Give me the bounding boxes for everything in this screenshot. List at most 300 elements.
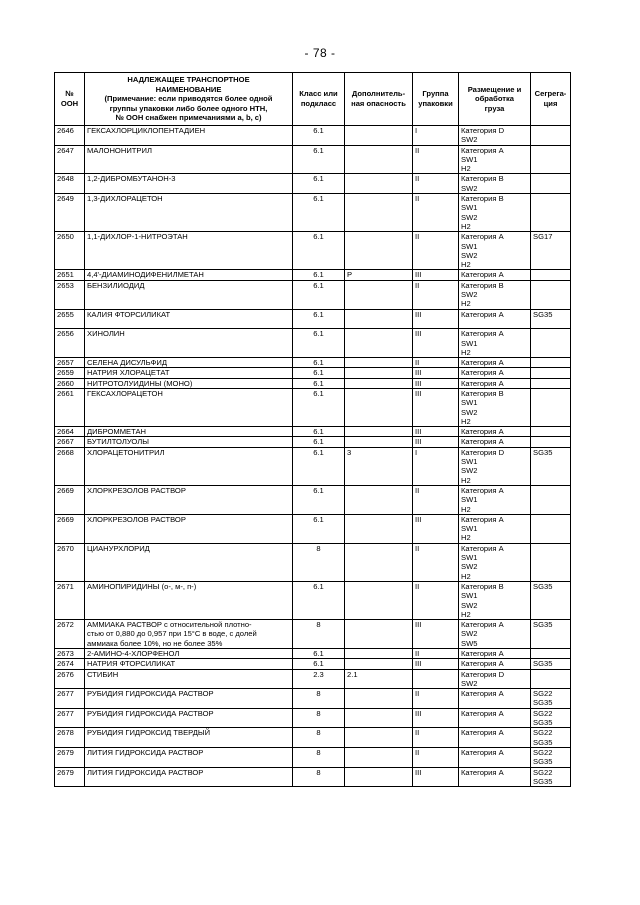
stowage-cell [459,669,531,689]
shipping-name-cell [85,747,293,767]
stowage-cell [459,368,531,378]
shipping-name-cell [85,174,293,194]
table-row [55,125,571,145]
stowage-cell [459,427,531,437]
segregation-cell [531,728,571,748]
segregation-cell [531,708,571,728]
stowage-cell [459,659,531,669]
packing-group-cell: III [413,378,459,388]
un-number-cell: 2679 [55,767,85,787]
segregation-code: SG22 [533,689,553,699]
header-line: НАИМЕНОВАНИЕ [155,84,222,94]
table-row [55,659,571,669]
stowage-cell [459,280,531,309]
un-number-cell: 2656 [55,329,85,358]
subsidiary-risk-cell: P [345,270,413,280]
table-row [55,270,571,280]
un-number-cell: 2661 [55,388,85,426]
stowage-line: H2 [461,533,471,543]
shipping-name-line: БУТИЛТОЛУОЛЫ [87,437,149,447]
class-cell: 6.1 [293,368,345,378]
segregation-code: SG22 [533,728,553,738]
un-number-cell: 2678 [55,728,85,748]
stowage-line: Категория A [461,728,504,738]
stowage-line: SW1 [461,591,478,601]
stowage-line: Категория A [461,659,504,669]
class-cell: 8 [293,747,345,767]
segregation-cell [531,232,571,270]
segregation-cell [531,378,571,388]
packing-group-cell: II [413,728,459,748]
table-row [55,447,571,485]
shipping-name-line: ХЛОРКРЕЗОЛОВ РАСТВОР [87,485,186,495]
segregation-cell [531,485,571,514]
class-cell: 6.1 [293,447,345,485]
table-row [55,427,571,437]
header-line: ная опасность [351,98,406,108]
un-number-cell: 2669 [55,514,85,543]
table-row [55,620,571,649]
subsidiary-risk-cell: 2.1 [345,669,413,689]
segregation-cell [531,649,571,659]
shipping-name-cell [85,514,293,543]
class-cell: 6.1 [293,427,345,437]
packing-group-cell: III [413,437,459,447]
shipping-name-cell [85,145,293,174]
stowage-line: H2 [461,571,471,581]
header-line: Класс или [299,89,338,99]
packing-group-cell: III [413,329,459,358]
table-row [55,358,571,368]
segregation-code: SG35 [533,757,553,767]
shipping-name-cell [85,437,293,447]
shipping-name-line: ГЕКСАХЛОРЦИКЛОПЕНТАДИЕН [87,125,206,135]
shipping-name-line: ХЛОРКРЕЗОЛОВ РАСТВОР [87,514,186,524]
subsidiary-risk-cell [345,543,413,581]
table-row [55,543,571,581]
class-cell: 6.1 [293,232,345,270]
stowage-line: SW1 [461,154,478,164]
stowage-cell [459,620,531,649]
shipping-name-line: НАТРИЯ ХЛОРАЦЕТАТ [87,368,170,378]
stowage-line [461,757,528,766]
shipping-name-cell [85,708,293,728]
un-number-cell: 2650 [55,232,85,270]
stowage-line: Категория A [461,368,504,378]
subsidiary-risk-cell [345,767,413,787]
stowage-line: Категория A [461,232,504,242]
stowage-line: Категория A [461,309,504,319]
table-row [55,145,571,174]
stowage-line: SW1 [461,457,478,467]
subsidiary-risk-cell [345,232,413,270]
shipping-name-line: СТИБИН [87,669,119,679]
segregation-code: SG35 [533,718,553,728]
segregation-cell [531,174,571,194]
stowage-line: H2 [461,260,471,270]
segregation-code: SG17 [533,232,553,242]
stowage-line: Категория A [461,708,504,718]
segregation-code: SG35 [533,447,553,457]
stowage-cell [459,649,531,659]
class-cell: 6.1 [293,194,345,232]
un-number-cell: 2649 [55,194,85,232]
packing-group-cell: II [413,358,459,368]
packing-group-cell: III [413,368,459,378]
class-cell: 6.1 [293,388,345,426]
table-row [55,194,571,232]
stowage-line: Категория B [461,194,504,204]
packing-group-cell: III [413,427,459,437]
segregation-cell [531,447,571,485]
stowage-cell [459,514,531,543]
table-row [55,280,571,309]
subsidiary-risk-cell [345,194,413,232]
stowage-line: SW2 [461,678,478,688]
stowage-line: Категория A [461,747,504,757]
shipping-name-line: ГЕКСАХЛОРАЦЕТОН [87,388,163,398]
packing-group-cell: II [413,280,459,309]
header-line: груза [484,103,505,113]
un-number-cell: 2647 [55,145,85,174]
segregation-code: SG22 [533,708,553,718]
stowage-cell [459,747,531,767]
stowage-cell [459,581,531,619]
segregation-cell [531,767,571,787]
segregation-cell [531,669,571,689]
stowage-line: Категория D [461,669,505,679]
packing-group-cell: II [413,689,459,709]
shipping-name-line: МАЛОНОНИТРИЛ [87,145,152,155]
table-row [55,581,571,619]
un-number-cell: 2679 [55,747,85,767]
table-row [55,309,571,329]
stowage-cell [459,728,531,748]
un-number-cell: 2667 [55,437,85,447]
class-cell: 6.1 [293,437,345,447]
class-cell: 6.1 [293,329,345,358]
shipping-name-line: АМИНОПИРИДИНЫ (о-, м-, п-) [87,581,197,591]
un-number-cell: 2671 [55,581,85,619]
class-cell: 6.1 [293,514,345,543]
packing-group-cell: III [413,270,459,280]
stowage-line: Категория B [461,174,504,184]
segregation-cell [531,689,571,709]
shipping-name-line: ХИНОЛИН [87,329,125,339]
stowage-line [461,718,528,727]
class-cell: 8 [293,708,345,728]
packing-group-cell: III [413,620,459,649]
header-line: Дополнитель- [351,89,406,99]
segregation-code: SG35 [533,698,553,708]
shipping-name-line: ДИБРОММЕТАН [87,427,147,437]
stowage-line: SW1 [461,203,478,213]
shipping-name-line: 1,3-ДИХЛОРАЦЕТОН [87,194,163,204]
stowage-cell [459,708,531,728]
stowage-line [461,738,528,747]
segregation-cell [531,368,571,378]
table-row [55,329,571,358]
shipping-name-line: НИТРОТОЛУИДИНЫ (МОНО) [87,378,193,388]
stowage-cell [459,485,531,514]
table-row [55,708,571,728]
stowage-line: SW2 [461,212,478,222]
table-row [55,174,571,194]
stowage-cell [459,329,531,358]
packing-group-cell: III [413,514,459,543]
un-number-cell: 2655 [55,309,85,329]
shipping-name-line: 1,2-ДИБРОМБУТАНОН-3 [87,174,176,184]
header-line: подкласс [300,98,337,108]
stowage-line: SW2 [461,600,478,610]
segregation-cell [531,514,571,543]
class-cell: 6.1 [293,270,345,280]
segregation-cell [531,125,571,145]
header-line: Размещение и [467,84,522,94]
subsidiary-risk-cell [345,659,413,669]
shipping-name-line: РУБИДИЯ ГИДРОКСИД ТВЕРДЫЙ [87,728,211,738]
shipping-name-line: СЕЛЕНА ДИСУЛЬФИД [87,358,168,368]
class-cell: 6.1 [293,378,345,388]
stowage-line: SW2 [461,250,478,260]
stowage-line: Категория A [461,514,504,524]
stowage-line: H2 [461,299,471,309]
header-un-no [55,73,85,126]
stowage-line: H2 [461,504,471,514]
stowage-line: Категория A [461,270,504,280]
segregation-cell [531,329,571,358]
subsidiary-risk-cell [345,309,413,329]
header-line: Группа [422,89,449,99]
subsidiary-risk-cell: 3 [345,447,413,485]
stowage-line: Категория A [461,358,504,368]
segregation-cell [531,388,571,426]
shipping-name-cell [85,728,293,748]
table-row [55,514,571,543]
un-number-cell: 2676 [55,669,85,689]
shipping-name-line: РУБИДИЯ ГИДРОКСИДА РАСТВОР [87,689,214,699]
un-number-cell: 2669 [55,485,85,514]
stowage-cell [459,309,531,329]
shipping-name-line: 1,1-ДИХЛОР-1-НИТРОЭТАН [87,232,188,242]
class-cell: 8 [293,543,345,581]
stowage-line [461,319,528,328]
packing-group-cell: I [413,125,459,145]
class-cell: 8 [293,728,345,748]
shipping-name-cell [85,378,293,388]
segregation-cell [531,194,571,232]
stowage-cell [459,145,531,174]
shipping-name-cell [85,194,293,232]
class-cell: 6.1 [293,125,345,145]
table-row [55,485,571,514]
header-line: группы упаковки либо более одного НТН, [109,103,268,113]
packing-group-cell: III [413,767,459,787]
table-row [55,378,571,388]
stowage-line: Категория B [461,581,504,591]
shipping-name-cell [85,427,293,437]
shipping-name-line: ЦИАНУРХЛОРИД [87,543,150,553]
stowage-line: H2 [461,475,471,485]
header-line: № ООН снабжен примечаниями a, b, c) [115,113,262,123]
packing-group-cell: III [413,659,459,669]
shipping-name-cell [85,358,293,368]
packing-group-cell: II [413,232,459,270]
segregation-code: SG35 [533,659,553,669]
table-row [55,669,571,689]
header-line: обработка [474,94,515,104]
un-number-cell: 2660 [55,378,85,388]
shipping-name-line: РУБИДИЯ ГИДРОКСИДА РАСТВОР [87,708,214,718]
shipping-name-line: КАЛИЯ ФТОРСИЛИКАТ [87,309,171,319]
packing-group-cell: II [413,194,459,232]
stowage-line: SW1 [461,398,478,408]
stowage-line: Категория B [461,280,504,290]
header-line: Сегрега- [534,89,567,99]
packing-group-cell: III [413,708,459,728]
subsidiary-risk-cell [345,329,413,358]
shipping-name-cell [85,232,293,270]
un-number-cell: 2668 [55,447,85,485]
shipping-name-cell [85,620,293,649]
stowage-cell [459,194,531,232]
shipping-name-cell [85,689,293,709]
stowage-line: Категория A [461,767,504,777]
subsidiary-risk-cell [345,708,413,728]
packing-group-cell: II [413,543,459,581]
subsidiary-risk-cell [345,125,413,145]
table-header-row [55,73,571,126]
table-body [55,125,571,786]
page-number: - 78 - [304,46,336,60]
packing-group-cell: II [413,747,459,767]
stowage-line: SW2 [461,407,478,417]
stowage-line: Категория B [461,388,504,398]
segregation-cell [531,145,571,174]
stowage-line: H2 [461,609,471,619]
segregation-code: SG35 [533,309,553,319]
stowage-line: Категория A [461,543,504,553]
shipping-name-cell [85,125,293,145]
packing-group-cell: II [413,649,459,659]
segregation-cell [531,427,571,437]
class-cell: 6.1 [293,145,345,174]
subsidiary-risk-cell [345,728,413,748]
subsidiary-risk-cell [345,174,413,194]
segregation-code: SG35 [533,776,553,786]
un-number-cell: 2677 [55,708,85,728]
shipping-name-cell [85,669,293,689]
subsidiary-risk-cell [345,378,413,388]
stowage-line: H2 [461,164,471,174]
stowage-line: Категория D [461,447,505,457]
subsidiary-risk-cell [345,649,413,659]
stowage-cell [459,232,531,270]
segregation-cell [531,358,571,368]
shipping-name-cell [85,659,293,669]
subsidiary-risk-cell [345,358,413,368]
subsidiary-risk-cell [345,388,413,426]
subsidiary-risk-cell [345,427,413,437]
table-row [55,388,571,426]
table-row [55,689,571,709]
class-cell: 6.1 [293,280,345,309]
shipping-name-cell [85,767,293,787]
stowage-cell [459,437,531,447]
header-line: (Примечание: если приводятся более одной [104,94,273,104]
stowage-line: SW1 [461,241,478,251]
class-cell: 2.3 [293,669,345,689]
header-line: упаковки [418,98,453,108]
subsidiary-risk-cell [345,689,413,709]
class-cell: 6.1 [293,485,345,514]
stowage-cell [459,174,531,194]
table-row [55,437,571,447]
segregation-cell [531,620,571,649]
un-number-cell: 2657 [55,358,85,368]
un-number-cell: 2648 [55,174,85,194]
stowage-line: SW2 [461,135,478,145]
class-cell: 6.1 [293,659,345,669]
shipping-name-line: ЛИТИЯ ГИДРОКСИДА РАСТВОР [87,767,204,777]
stowage-cell [459,358,531,368]
un-number-cell: 2677 [55,689,85,709]
shipping-name-line: аммиака более 10%, но не более 35% [87,638,223,648]
shipping-name-cell [85,543,293,581]
stowage-line: SW1 [461,553,478,563]
segregation-cell [531,747,571,767]
class-cell: 6.1 [293,649,345,659]
subsidiary-risk-cell [345,368,413,378]
header-segregation [531,73,571,126]
un-number-cell: 2672 [55,620,85,649]
subsidiary-risk-cell [345,280,413,309]
header-line: ООН [60,98,79,108]
shipping-name-cell [85,329,293,358]
segregation-cell [531,309,571,329]
subsidiary-risk-cell [345,514,413,543]
stowage-line: SW1 [461,495,478,505]
segregation-code: SG22 [533,747,553,757]
stowage-line: Категория A [461,427,504,437]
stowage-cell [459,378,531,388]
shipping-name-line: ХЛОРАЦЕТОНИТРИЛ [87,447,165,457]
class-cell: 6.1 [293,174,345,194]
table-row [55,747,571,767]
shipping-name-line: стью от 0,880 до 0,957 при 15°C в воде, с долей [87,629,257,639]
shipping-name-cell [85,368,293,378]
stowage-line: SW2 [461,629,478,639]
table-row [55,767,571,787]
header-line: ция [543,98,558,108]
stowage-line: H2 [461,416,471,426]
shipping-name-line: АММИАКА РАСТВОР с относительной плотно- [87,620,252,630]
shipping-name-line: ЛИТИЯ ГИДРОКСИДА РАСТВОР [87,747,204,757]
header-line: № [65,89,74,99]
dangerous-goods-table [54,72,571,787]
stowage-line: SW2 [461,466,478,476]
header-stowage [459,73,531,126]
packing-group-cell [413,669,459,689]
un-number-cell: 2646 [55,125,85,145]
stowage-line: Категория D [461,125,505,135]
stowage-line: Категория A [461,689,504,699]
subsidiary-risk-cell [345,145,413,174]
stowage-line: SW2 [461,562,478,572]
class-cell: 8 [293,620,345,649]
segregation-cell [531,437,571,447]
subsidiary-risk-cell [345,747,413,767]
